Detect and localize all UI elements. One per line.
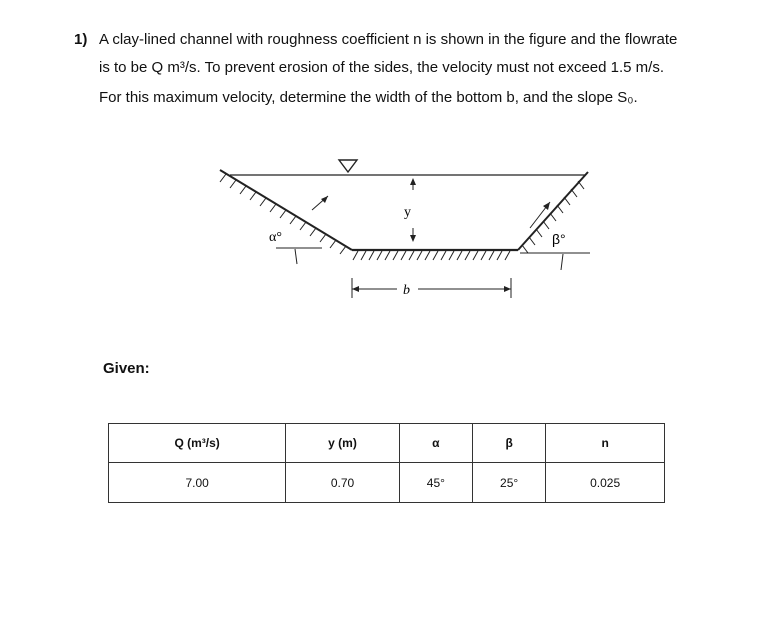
value-beta: 25° (473, 463, 546, 503)
depth-label: y (404, 205, 411, 220)
given-label: Given: (103, 360, 150, 377)
problem-text-line-3: For this maximum velocity, determine the width of the bottom b, and the slope S₀. (99, 89, 638, 106)
header-y: y (m) (286, 424, 399, 463)
left-bank-hatching (220, 174, 346, 254)
value-y: 0.70 (286, 463, 399, 503)
value-q: 7.00 (109, 463, 286, 503)
width-label: b (403, 283, 410, 298)
header-beta: β (473, 424, 546, 463)
value-alpha: 45° (399, 463, 472, 503)
water-level-symbol (339, 160, 357, 172)
beta-label: β° (552, 231, 566, 247)
bottom-hatching (353, 251, 510, 260)
value-n: 0.025 (546, 463, 665, 503)
problem-text-line-1: A clay-lined channel with roughness coefficient n is shown in the figure and the flowrate (99, 31, 678, 48)
header-q: Q (m³/s) (109, 424, 286, 463)
given-data-table (108, 423, 665, 503)
problem-text-line-2: is to be Q m³/s. To prevent erosion of the sides, the velocity must not exceed 1.5 m/s. (99, 59, 664, 76)
header-n: n (546, 424, 665, 463)
alpha-label: α° (269, 230, 282, 245)
header-alpha: α (399, 424, 472, 463)
question-number: 1) (74, 31, 88, 48)
channel-cross-section-figure (200, 150, 600, 310)
